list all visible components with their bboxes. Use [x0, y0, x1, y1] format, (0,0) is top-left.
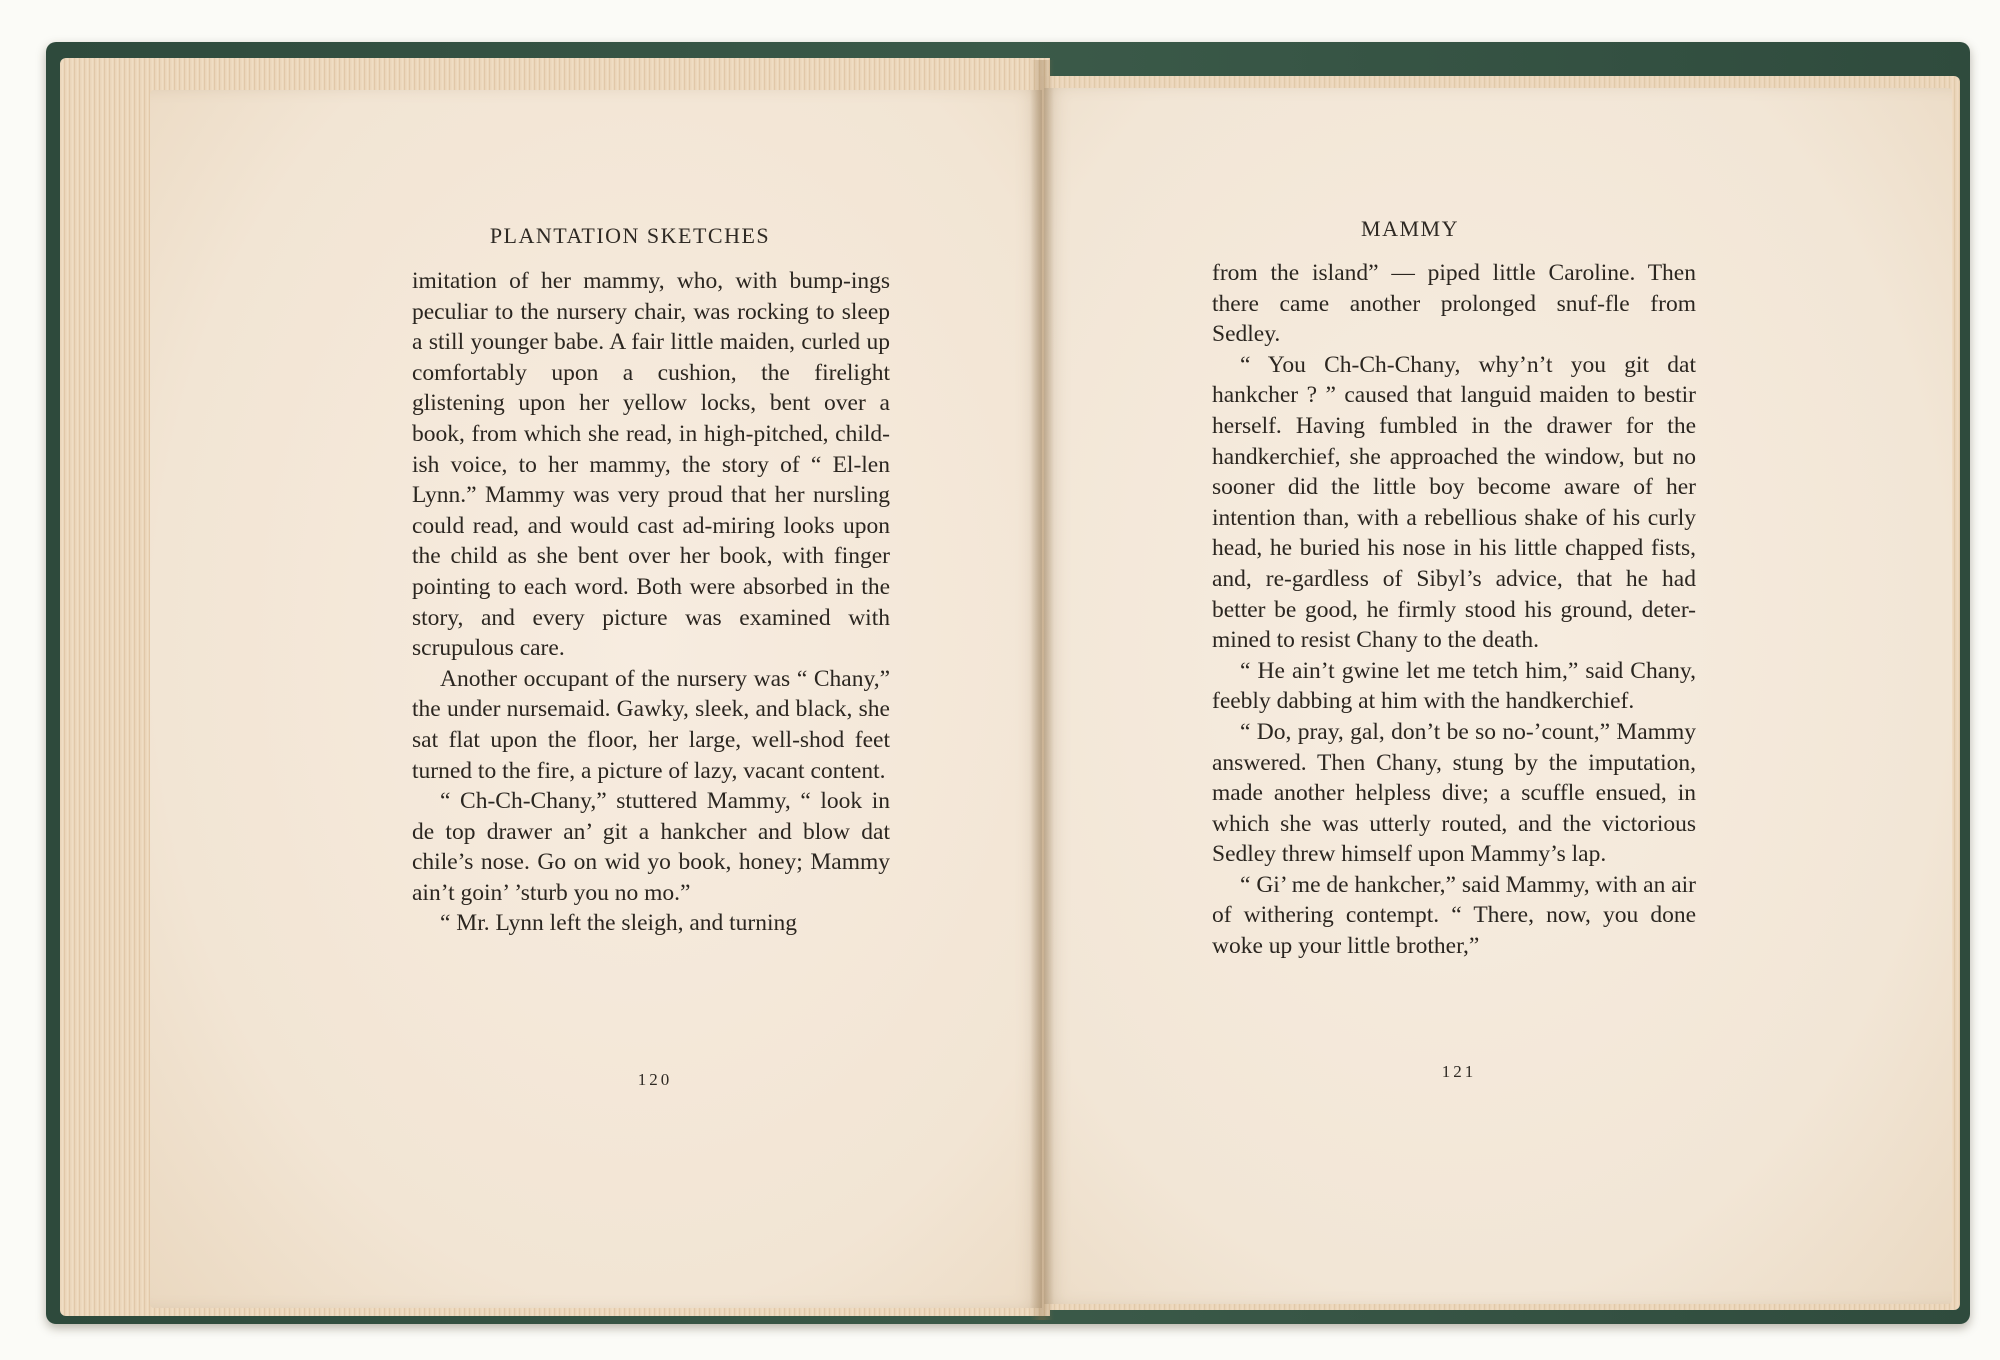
paragraph: “ Gi’ me de hankcher,” said Mammy, with an air of withering contempt. “ There, now, you done woke up your little brother,”	[1212, 871, 1696, 960]
right-page	[1044, 88, 1952, 1304]
paragraph: Another occupant of the nursery was “ Chany,” the under nursemaid. Gawky, sleek, and black, she sat flat upon the floor, her large, well-shod feet turned to the fire, a picture of lazy, vacant content.	[412, 665, 890, 784]
paragraph: imitation of her mammy, who, with bump-ings peculiar to the nursery chair, was rocking to sleep a still younger babe. A fair little maiden, curled up comfortably upon a cushion, the firelight glistening upon her yellow locks, bent over a book, from which she read, in high-pitched, child-ish voice, to her mammy, the story of “ El-len Lynn.” Mammy was very proud that her nursling could read, and would cast ad-miring looks upon the child as she bent over her book, with finger pointing to each word. Both were absorbed in the story, and every picture was examined with scrupulous care.	[412, 268, 890, 662]
paragraph: “ Ch-Ch-Chany,” stuttered Mammy, “ look in de top drawer an’ git a hankcher and blow dat chile’s nose. Go on wid yo book, honey; Mammy ain’t goin’ ’sturb you no mo.”	[412, 788, 890, 906]
paragraph: “ He ain’t gwine let me tetch him,” said Chany, feebly dabbing at him with the handkerchief.	[1212, 657, 1696, 715]
left-running-head: PLANTATION SKETCHES	[489, 223, 771, 248]
left-page-number: 120	[637, 1070, 673, 1089]
paragraph: from the island” — piped little Caroline. Then there came another prolonged snuf-fle from Sedley.	[1212, 260, 1696, 348]
right-text-block	[1212, 258, 1696, 962]
right-page-number: 121	[1441, 1062, 1477, 1081]
paragraph: “ Mr. Lynn left the sleigh, and turning	[440, 910, 798, 937]
book-gutter	[1030, 60, 1054, 1320]
right-running-head: MAMMY	[1361, 216, 1459, 241]
paragraph: “ Do, pray, gal, don’t be so no-’count,” Mammy answered. Then Chany, stung by the imputation, made another helpless dive; a scuffle ensued, in which she was utterly routed, and the victorious Sedley threw himself upon Mammy’s lap.	[1212, 718, 1696, 868]
left-text-block	[412, 266, 890, 939]
left-page	[150, 90, 1042, 1308]
paragraph: “ You Ch-Ch-Chany, why’n’t you git dat hankcher ? ” caused that languid maiden to bestir herself. Having fumbled in the drawer for the handkerchief, she approached the window, but no sooner did the little boy become aware of her intention than, with a rebellious shake of his curly head, he buried his nose in his little chapped fists, and, re-gardless of Sibyl’s advice, that he had better be good, he firmly stood his ground, deter-mined to resist Chany to the death.	[1212, 351, 1696, 654]
